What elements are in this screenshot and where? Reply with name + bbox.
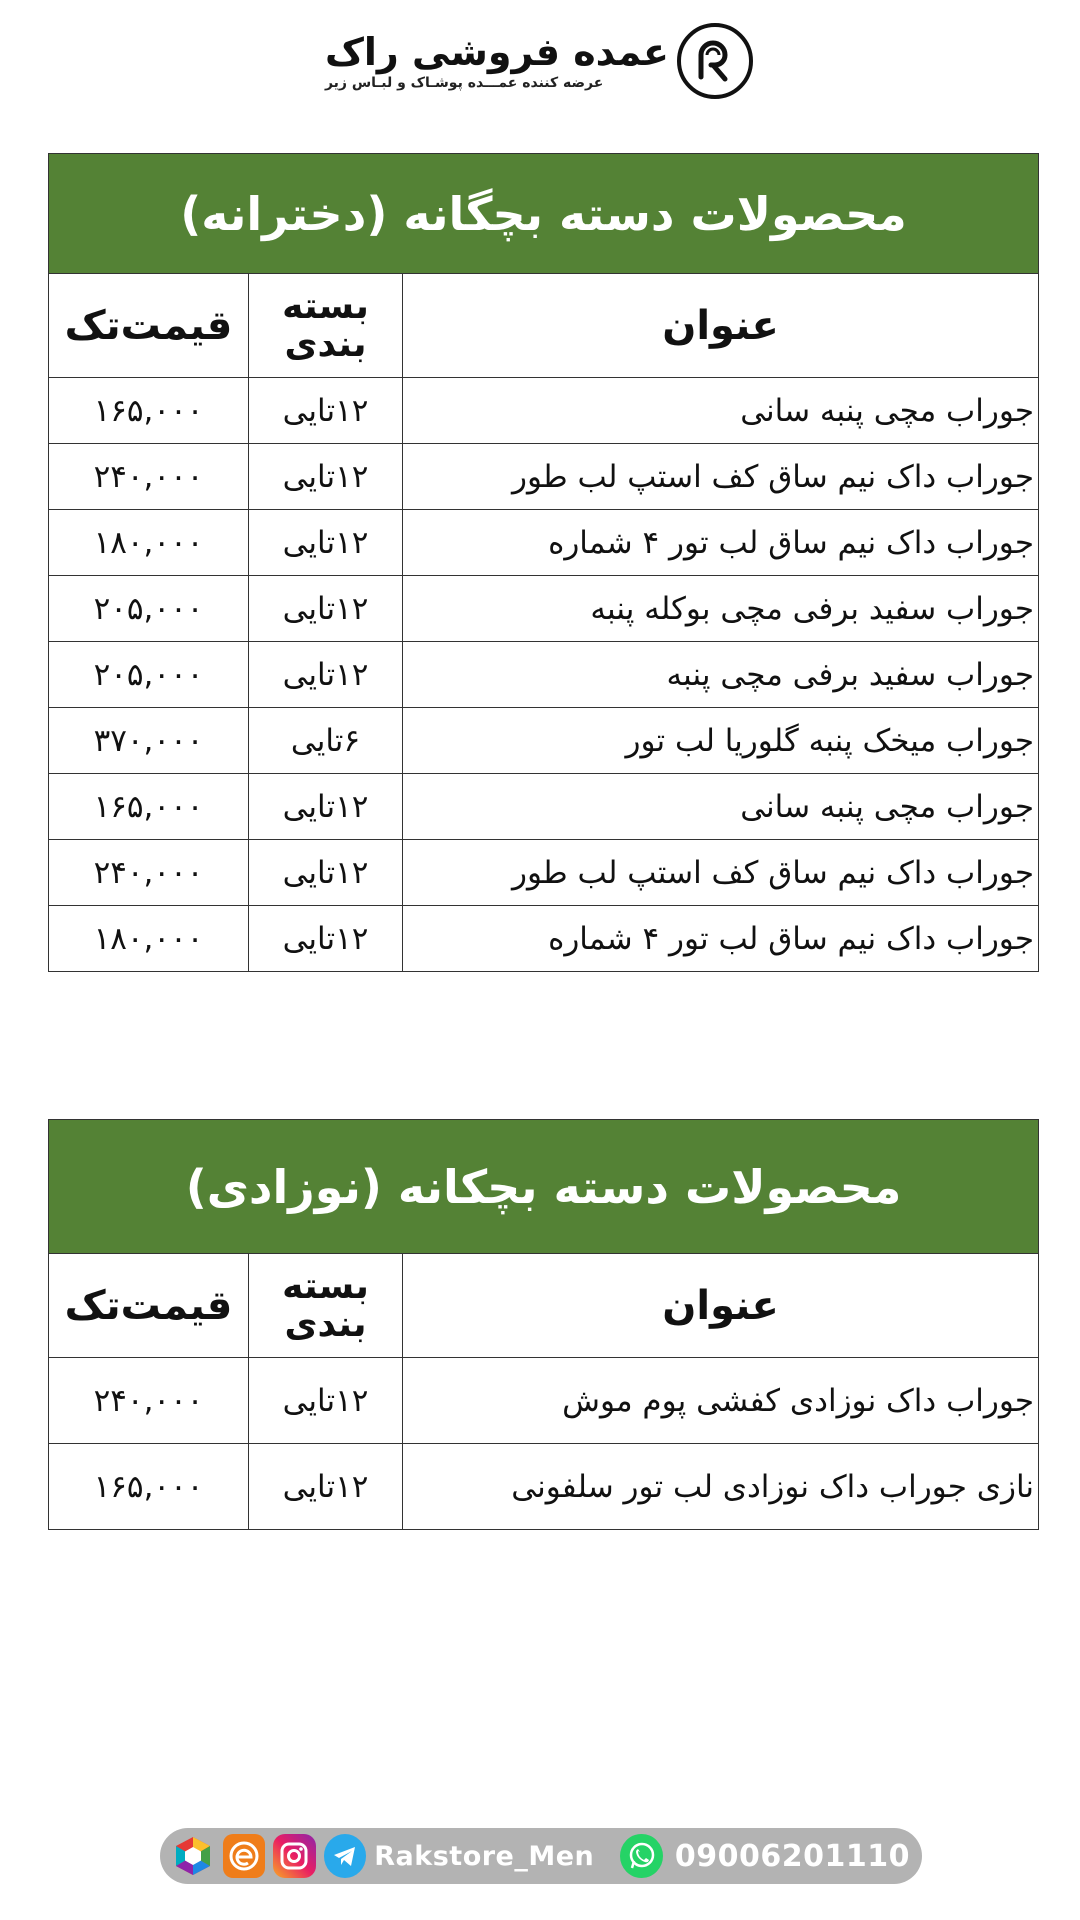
instagram-icon[interactable] [273, 1834, 316, 1878]
column-header-pack-line2: بندی [284, 323, 367, 365]
product-title-cell: جوراب داک نیم ساق کف استپ لب طور [403, 444, 1039, 510]
column-header-pack-line1: بسته [282, 1265, 369, 1307]
column-header-pack-line2: بندی [284, 1303, 367, 1345]
table-row [49, 510, 1039, 576]
brand-header [0, 18, 1080, 104]
pack-size-cell: ۱۲تایی [249, 378, 403, 444]
price-table-girls [48, 153, 1039, 972]
unit-price-cell: ۳۷۰,۰۰۰ [49, 708, 249, 774]
unit-price-cell: ۱۶۵,۰۰۰ [49, 1444, 249, 1530]
unit-price-cell: ۱۸۰,۰۰۰ [49, 510, 249, 576]
unit-price-cell: ۲۴۰,۰۰۰ [49, 444, 249, 510]
unit-price-cell: ۲۰۵,۰۰۰ [49, 576, 249, 642]
username-text[interactable]: Rakstore_Men [374, 1840, 595, 1872]
pack-size-cell: ۱۲تایی [249, 510, 403, 576]
hexagon-app-icon[interactable] [172, 1834, 215, 1878]
table-body [49, 378, 1039, 972]
table-row [49, 378, 1039, 444]
unit-price-cell: ۲۰۵,۰۰۰ [49, 642, 249, 708]
product-title-cell: جوراب داک نیم ساق لب تور ۴ شماره [403, 906, 1039, 972]
pack-size-cell: ۱۲تایی [249, 642, 403, 708]
table-row [49, 576, 1039, 642]
price-table-newborn [48, 1119, 1039, 1530]
product-title-cell: جوراب داک نیم ساق لب تور ۴ شماره [403, 510, 1039, 576]
unit-price-cell: ۱۶۵,۰۰۰ [49, 378, 249, 444]
pack-size-cell: ۱۲تایی [249, 1444, 403, 1530]
pack-size-cell: ۱۲تایی [249, 840, 403, 906]
unit-price-cell: ۲۴۰,۰۰۰ [49, 1358, 249, 1444]
pack-size-cell: ۱۲تایی [249, 1358, 403, 1444]
product-title-cell: جوراب مچی پنبه سانی [403, 774, 1039, 840]
product-title-cell: جوراب سفید برفی مچی پنبه [403, 642, 1039, 708]
table-row [49, 642, 1039, 708]
table-row [49, 840, 1039, 906]
table-row [49, 1358, 1039, 1444]
eitaa-icon[interactable] [223, 1834, 266, 1878]
column-header-title: عنوان [403, 274, 1039, 378]
column-header-price: قیمت‌تک [49, 1254, 249, 1358]
contact-bar [160, 1828, 922, 1884]
product-title-cell: جوراب مچی پنبه سانی [403, 378, 1039, 444]
table-body [49, 1358, 1039, 1530]
table-row [49, 444, 1039, 510]
table-row [49, 1444, 1039, 1530]
brand-name: عمده فروشی راک [324, 30, 670, 74]
brand-tagline: عرضه کننده عمـــده پوشـاک و لبـاس زیر [324, 75, 604, 91]
column-header-pack [249, 274, 403, 378]
pack-size-cell: ۱۲تایی [249, 444, 403, 510]
unit-price-cell: ۲۴۰,۰۰۰ [49, 840, 249, 906]
product-title-cell: جوراب داک نیم ساق کف استپ لب طور [403, 840, 1039, 906]
column-header-pack [249, 1254, 403, 1358]
table-title: محصولات دسته بچگانه (دخترانه) [49, 154, 1039, 274]
phone-number-text[interactable]: 09006201110 [674, 1838, 910, 1874]
table-row [49, 774, 1039, 840]
unit-price-cell: ۱۶۵,۰۰۰ [49, 774, 249, 840]
product-title-cell: نازی جوراب داک نوزادی لب تور سلفونی [403, 1444, 1039, 1530]
pack-size-cell: ۱۲تایی [249, 576, 403, 642]
table-title: محصولات دسته بچکانه (نوزادی) [49, 1120, 1039, 1254]
table-row [49, 708, 1039, 774]
pack-size-cell: ۶تایی [249, 708, 403, 774]
brand-text [325, 30, 669, 92]
whatsapp-icon[interactable] [620, 1834, 663, 1878]
column-header-title: عنوان [403, 1254, 1039, 1358]
unit-price-cell: ۱۸۰,۰۰۰ [49, 906, 249, 972]
pack-size-cell: ۱۲تایی [249, 774, 403, 840]
table-row [49, 906, 1039, 972]
column-header-price: قیمت‌تک [49, 274, 249, 378]
product-title-cell: جوراب سفید برفی مچی بوکله پنبه [403, 576, 1039, 642]
product-title-cell: جوراب داک نوزادی کفشی پوم موش [403, 1358, 1039, 1444]
column-header-pack-line1: بسته [282, 285, 369, 327]
brand-logo-icon [675, 21, 755, 101]
pack-size-cell: ۱۲تایی [249, 906, 403, 972]
product-title-cell: جوراب میخک پنبه گلوریا لب تور [403, 708, 1039, 774]
telegram-icon[interactable] [324, 1834, 367, 1878]
